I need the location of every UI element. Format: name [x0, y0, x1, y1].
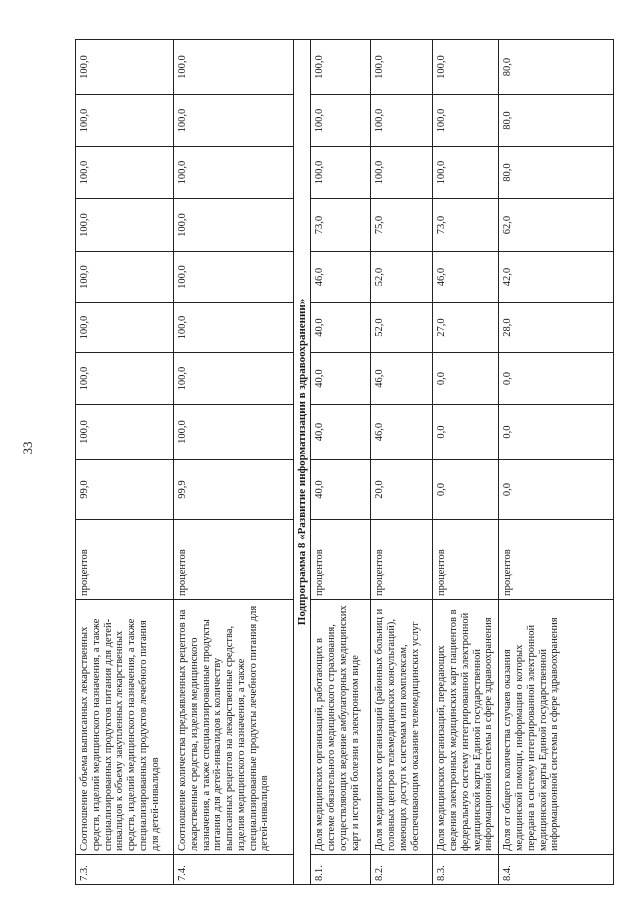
table-row — [371, 40, 433, 885]
unit-cell: процентов — [76, 520, 174, 600]
value-cell: 40,0 — [311, 303, 371, 353]
value-cell: 62,0 — [499, 199, 614, 252]
indicator-name: Соотношение объема выписанных лекарственных средств, изделий медицинского назначения, а также специализированных продуктов питания для детей-инвалидов к объему закупленных лекарственных средств, изделий медицинского назначения, а также специализированных продуктов лечебного питания для детей-инвалидов — [76, 600, 174, 855]
value-cell: 100,0 — [433, 40, 499, 95]
indicator-name: Соотношение количества предъявленных рецептов на лекарственные средства, изделия медицинского назначения, а также специализированные продукты питания для детей-инвалидов к количеству выписанных рецептов на лекарственные средства, изделия медицинского назначения, а также специализированные продукты лечебного питания для детей-инвалидов — [174, 600, 294, 855]
value-cell: 52,0 — [371, 252, 433, 303]
value-cell: 73,0 — [433, 199, 499, 252]
row-number: 7.3. — [76, 855, 174, 885]
unit-cell: процентов — [371, 520, 433, 600]
indicators-table — [75, 39, 614, 885]
value-cell: 75,0 — [371, 199, 433, 252]
value-cell: 46,0 — [371, 405, 433, 460]
value-cell: 46,0 — [371, 353, 433, 405]
value-cell: 100,0 — [311, 95, 371, 147]
value-cell: 100,0 — [174, 353, 294, 405]
indicators-table-rotated — [75, 40, 610, 885]
value-cell: 100,0 — [174, 199, 294, 252]
value-cell: 28,0 — [499, 303, 614, 353]
value-cell: 20,0 — [371, 460, 433, 520]
value-cell: 0,0 — [499, 405, 614, 460]
value-cell: 80,0 — [499, 40, 614, 95]
row-number: 8.4. — [499, 855, 614, 885]
value-cell: 0,0 — [433, 460, 499, 520]
value-cell: 100,0 — [76, 353, 174, 405]
indicator-name: Доля медицинских организаций, работающих в системе обязательного медицинского страхования, осуществляющих ведение амбулаторных медицинских карт и историй болезни в электронном виде — [311, 600, 371, 855]
value-cell: 0,0 — [499, 460, 614, 520]
value-cell: 100,0 — [76, 252, 174, 303]
value-cell: 100,0 — [174, 405, 294, 460]
indicator-name: Доля от общего количества случаев оказания медицинской помощи, информация о которых передана в систему интегрированной электронной медицинской карты Единой государственной информационной системы в сфере здравоохранения — [499, 600, 614, 855]
value-cell: 42,0 — [499, 252, 614, 303]
value-cell: 40,0 — [311, 353, 371, 405]
table-row — [174, 40, 294, 885]
value-cell: 80,0 — [499, 95, 614, 147]
table-row — [311, 40, 371, 885]
value-cell: 27,0 — [433, 303, 499, 353]
value-cell: 0,0 — [433, 353, 499, 405]
table-row — [499, 40, 614, 885]
value-cell: 80,0 — [499, 147, 614, 199]
row-number: 8.1. — [311, 855, 371, 885]
row-number: 8.2. — [371, 855, 433, 885]
value-cell: 100,0 — [76, 95, 174, 147]
indicator-name: Доля медицинских организаций (районных больниц и головных центров телемедицинских консультаций), имеющих доступ к системам или комплексам, обеспечивающим оказание телемедицинских услуг — [371, 600, 433, 855]
value-cell: 73,0 — [311, 199, 371, 252]
value-cell: 100,0 — [174, 303, 294, 353]
value-cell: 100,0 — [311, 147, 371, 199]
value-cell: 100,0 — [76, 303, 174, 353]
row-number: 8.3. — [433, 855, 499, 885]
value-cell: 100,0 — [174, 95, 294, 147]
value-cell: 40,0 — [311, 405, 371, 460]
table-row — [433, 40, 499, 885]
value-cell: 100,0 — [174, 252, 294, 303]
value-cell: 100,0 — [433, 147, 499, 199]
value-cell: 40,0 — [311, 460, 371, 520]
value-cell: 100,0 — [76, 405, 174, 460]
value-cell: 46,0 — [311, 252, 371, 303]
value-cell: 100,0 — [174, 147, 294, 199]
unit-cell: процентов — [433, 520, 499, 600]
value-cell: 100,0 — [174, 40, 294, 95]
table-row — [76, 40, 174, 885]
value-cell: 46,0 — [433, 252, 499, 303]
value-cell: 0,0 — [433, 405, 499, 460]
unit-cell: процентов — [311, 520, 371, 600]
unit-cell: процентов — [174, 520, 294, 600]
subprogram-title: Подпрограмма 8 «Развитие информатизации в здравоохранении» — [294, 40, 311, 885]
value-cell: 100,0 — [371, 40, 433, 95]
row-number: 7.4. — [174, 855, 294, 885]
value-cell: 99,0 — [76, 460, 174, 520]
value-cell: 100,0 — [76, 199, 174, 252]
unit-cell: процентов — [499, 520, 614, 600]
indicator-name: Доля медицинских организаций, передающих сведения электронных медицинских карт пациентов в федеральную систему интегрированной электронной медицинской карты Единой государственной информационной системы в сфере здравоохранения — [433, 600, 499, 855]
page-number: 33 — [20, 441, 35, 455]
value-cell: 100,0 — [76, 40, 174, 95]
value-cell: 100,0 — [371, 95, 433, 147]
value-cell: 52,0 — [371, 303, 433, 353]
value-cell: 100,0 — [433, 95, 499, 147]
value-cell: 100,0 — [311, 40, 371, 95]
value-cell: 100,0 — [76, 147, 174, 199]
value-cell: 99,9 — [174, 460, 294, 520]
subprogram-header-row — [294, 40, 311, 885]
value-cell: 0,0 — [499, 353, 614, 405]
value-cell: 100,0 — [371, 147, 433, 199]
